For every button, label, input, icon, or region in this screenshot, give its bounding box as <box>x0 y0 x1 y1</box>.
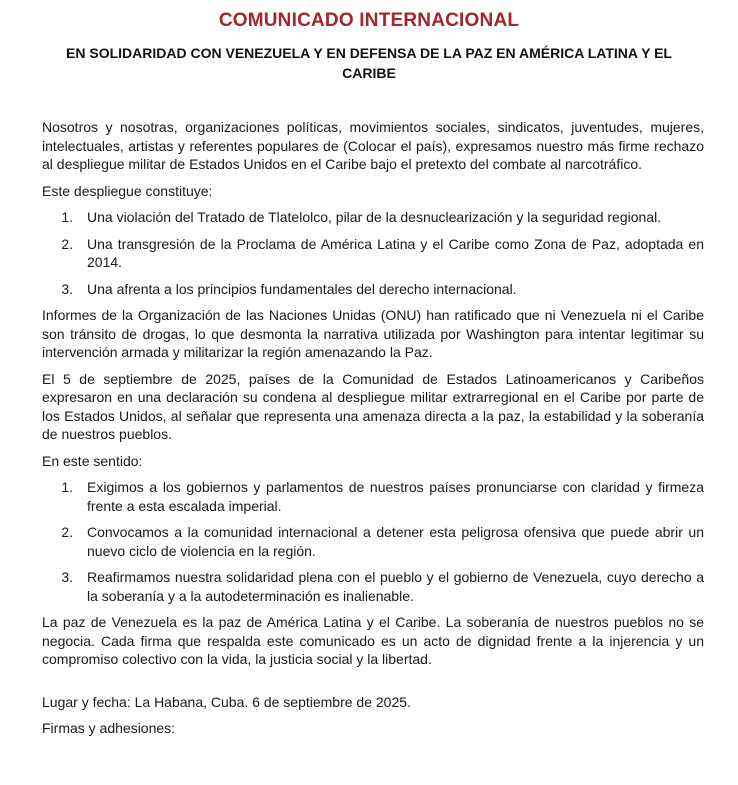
paz-paragraph: La paz de Venezuela es la paz de América Latina y el Caribe. La soberanía de nuestros pueblos no se negocia. Cada firma que respalda este comunicado es un acto de dignidad frente a la injerencia y un compromiso colectivo con la vida, la justicia social y la libertad. <box>42 614 704 667</box>
list-item-number: 1. <box>61 479 73 495</box>
list-item-number: 2. <box>61 524 73 540</box>
list-item-number: 1. <box>61 209 73 225</box>
list-item <box>42 523 704 560</box>
list-item-number: 3. <box>61 280 73 297</box>
violations-list <box>42 208 704 298</box>
list-item-text: Una afrenta a los principios fundamentales del derecho internacional. <box>87 280 517 297</box>
document-title: COMUNICADO INTERNACIONAL <box>218 10 520 31</box>
list-item-text: Convocamos a la comunidad internacional a detener esta peligrosa ofensiva que puede abrir un nuevo ciclo de violencia en la región. <box>87 524 704 559</box>
list-item-text: Una violación del Tratado de Tlatelolco, pilar de la desnuclearización y la seguridad regional. <box>87 209 662 225</box>
list-item <box>42 478 704 515</box>
list-item-text: Exigimos a los gobiernos y parlamentos de nuestros países pronunciarse con claridad y firmeza frente a esta escalada imperial. <box>87 479 704 514</box>
firmas-label: Firmas y adhesiones: <box>42 720 176 736</box>
list-item-number: 2. <box>61 235 73 252</box>
list-item <box>42 568 704 605</box>
onu-paragraph: Informes de la Organización de las Naciones Unidas (ONU) han ratificado que ni Venezuela ni el Caribe son tránsito de drogas, lo que desmonta la narrativa utilizada por Washington para intentar legitimar su intervención armada y militarizar la región amenazando la Paz. <box>42 307 704 360</box>
list-item <box>42 235 704 272</box>
document-subtitle: EN SOLIDARIDAD CON VENEZUELA Y EN DEFENSA DE LA PAZ EN AMÉRICA LATINA Y EL CARIBE <box>66 45 672 81</box>
intro-paragraph: Nosotros y nosotras, organizaciones políticas, movimientos sociales, sindicatos, juventudes, mujeres, intelectuales, artistas y referentes populares de (Colocar el país), expresamos nuestro más firme rechazo al despliegue militar de Estados Unidos en el Caribe bajo el pretexto del combate al narcotráfico. <box>42 119 704 172</box>
demands-list <box>42 478 704 605</box>
list-item-number: 3. <box>61 569 73 585</box>
list-item-text: Reafirmamos nuestra solidaridad plena con el pueblo y el gobierno de Venezuela, cuyo derecho a la soberanía y a la autodeterminación es inalienable. <box>87 569 704 604</box>
list-item <box>42 280 704 299</box>
sentido-paragraph: En este sentido: <box>42 452 143 469</box>
list-item-text: Una transgresión de la Proclama de América Latina y el Caribe como Zona de Paz, adoptada en 2014. <box>87 235 704 270</box>
constituye-paragraph: Este despliegue constituye: <box>42 182 213 199</box>
document-body <box>42 118 704 746</box>
list-item <box>42 208 704 227</box>
celac-paragraph: El 5 de septiembre de 2025, países de la Comunidad de Estados Latinoamericanos y Caribeños expresaron en una declaración su condena al despliegue militar extrarregional en el Caribe por parte de los Estados Unidos, al señalar que representa una amenaza directa a la paz, la estabilidad y la soberanía de nuestros pueblos. <box>42 370 704 442</box>
lugar-fecha: Lugar y fecha: La Habana, Cuba. 6 de septiembre de 2025. <box>42 693 411 710</box>
